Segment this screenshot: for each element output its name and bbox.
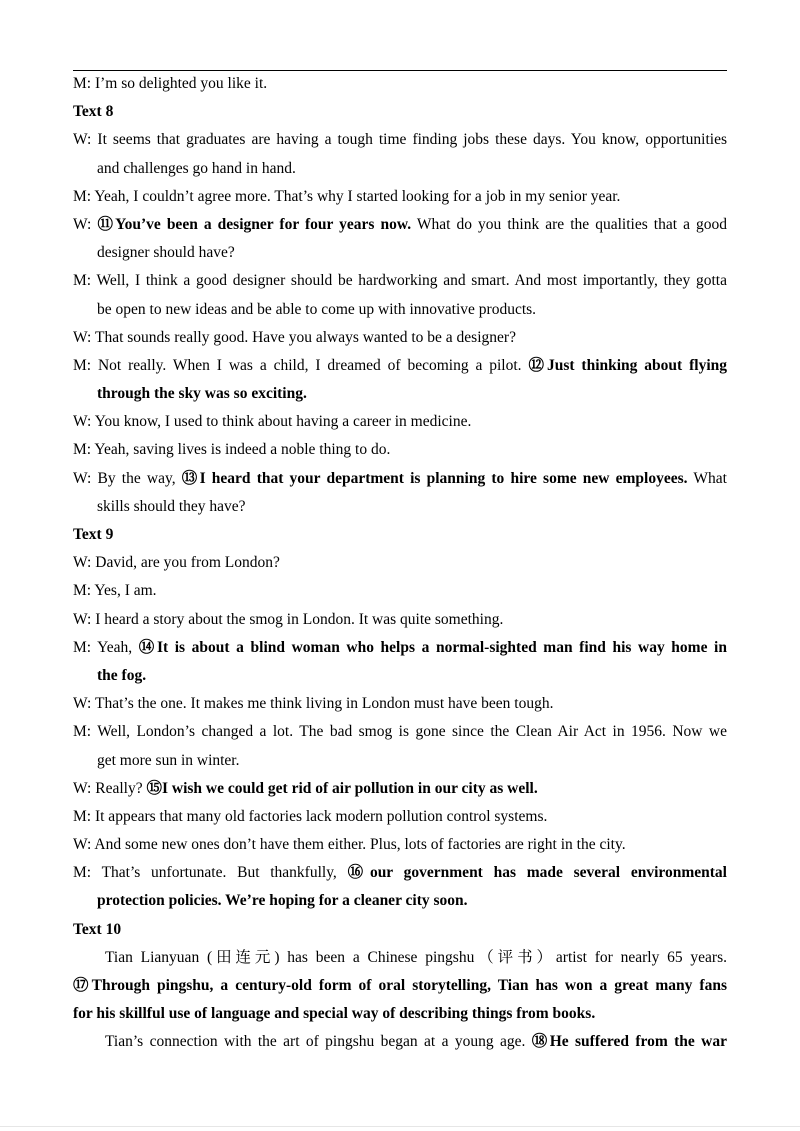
- dialogue-line: M: That’s unfortunate. But thankfully, ⑯our government has made several environmental: [73, 864, 727, 882]
- question-marker-16: ⑯: [347, 864, 370, 882]
- question-marker-18: ⑱: [531, 1033, 550, 1051]
- dialogue-line: W: You know, I used to think about having a career in medicine.: [73, 413, 472, 431]
- dialogue-continuation: designer should have?: [97, 244, 235, 262]
- dialogue-line: W: By the way, ⑬I heard that your department is planning to hire some new employees. What: [73, 469, 727, 487]
- dialogue-line: M: Not really. When I was a child, I dreamed of becoming a pilot. ⑫Just thinking about flying: [73, 356, 727, 374]
- dialogue-line: W: David, are you from London?: [73, 554, 280, 572]
- dialogue-line: W: ⑪You’ve been a designer for four years now. What do you think are the qualities that a good: [73, 215, 728, 233]
- dialogue-line: M: Yeah, ⑭It is about a blind woman who helps a normal-sighted man find his way home in: [73, 638, 727, 656]
- dialogue-line: W: I heard a story about the smog in London. It was quite something.: [73, 610, 504, 628]
- dialogue-continuation: get more sun in winter.: [97, 751, 240, 769]
- page-bottom-edge: [0, 1126, 800, 1127]
- dialogue-line: M: I’m so delighted you like it.: [73, 75, 268, 92]
- dialogue-line: M: Yeah, saving lives is indeed a noble thing to do.: [73, 441, 391, 459]
- dialogue-line: M: Well, I think a good designer should be hardworking and smart. And most importantly, they gotta: [73, 272, 727, 290]
- dialogue-continuation: protection policies. We’re hoping for a cleaner city soon.: [97, 892, 468, 910]
- question-marker-12: ⑫: [528, 356, 547, 374]
- dialogue-continuation: the fog.: [97, 666, 147, 684]
- dialogue-continuation: be open to new ideas and be able to come up with innovative products.: [97, 300, 537, 318]
- paragraph-line: Tian’s connection with the art of pingshu began at a young age. ⑱He suffered from the war: [105, 1033, 727, 1051]
- dialogue-line: W: That sounds really good. Have you always wanted to be a designer?: [73, 328, 516, 346]
- dialogue-line: W: And some new ones don’t have them either. Plus, lots of factories are right in the city.: [73, 836, 626, 854]
- dialogue-line: M: Well, London’s changed a lot. The bad smog is gone since the Clean Air Act in 1956. Now we: [73, 723, 727, 741]
- dialogue-line: W: Really? ⑮I wish we could get rid of air pollution in our city as well.: [73, 779, 538, 797]
- section-heading-text-10: Text 10: [73, 920, 122, 938]
- section-heading-text-8: Text 8: [73, 103, 114, 121]
- question-marker-17: ⑰: [73, 977, 92, 994]
- question-marker-11: ⑪: [97, 215, 116, 233]
- paragraph-line: Tian Lianyuan (田连元) has been a Chinese pingshu（评书）artist for nearly 65 years.: [105, 948, 727, 966]
- dialogue-line: W: It seems that graduates are having a tough time finding jobs these days. You know, opportunities: [73, 131, 728, 149]
- section-heading-text-9: Text 9: [73, 526, 114, 543]
- dialogue-continuation: through the sky was so exciting.: [97, 385, 307, 403]
- question-marker-14: ⑭: [138, 638, 157, 656]
- question-marker-13: ⑬: [181, 469, 200, 487]
- dialogue-continuation: skills should they have?: [97, 497, 246, 515]
- dialogue-line: M: Yes, I am.: [73, 582, 157, 600]
- dialogue-continuation: and challenges go hand in hand.: [97, 159, 296, 177]
- transcript-page: [73, 70, 727, 1057]
- dialogue-line: M: Yeah, I couldn’t agree more. That’s why I started looking for a job in my senior year.: [73, 187, 621, 205]
- paragraph-line: ⑰Through pingshu, a century-old form of oral storytelling, Tian has won a great many fans: [73, 977, 727, 994]
- dialogue-line: W: That’s the one. It makes me think living in London must have been tough.: [73, 695, 554, 713]
- paragraph-line: for his skillful use of language and special way of describing things from books.: [73, 1005, 596, 1023]
- question-marker-15: ⑮: [146, 779, 162, 797]
- dialogue-line: M: It appears that many old factories lack modern pollution control systems.: [73, 807, 548, 825]
